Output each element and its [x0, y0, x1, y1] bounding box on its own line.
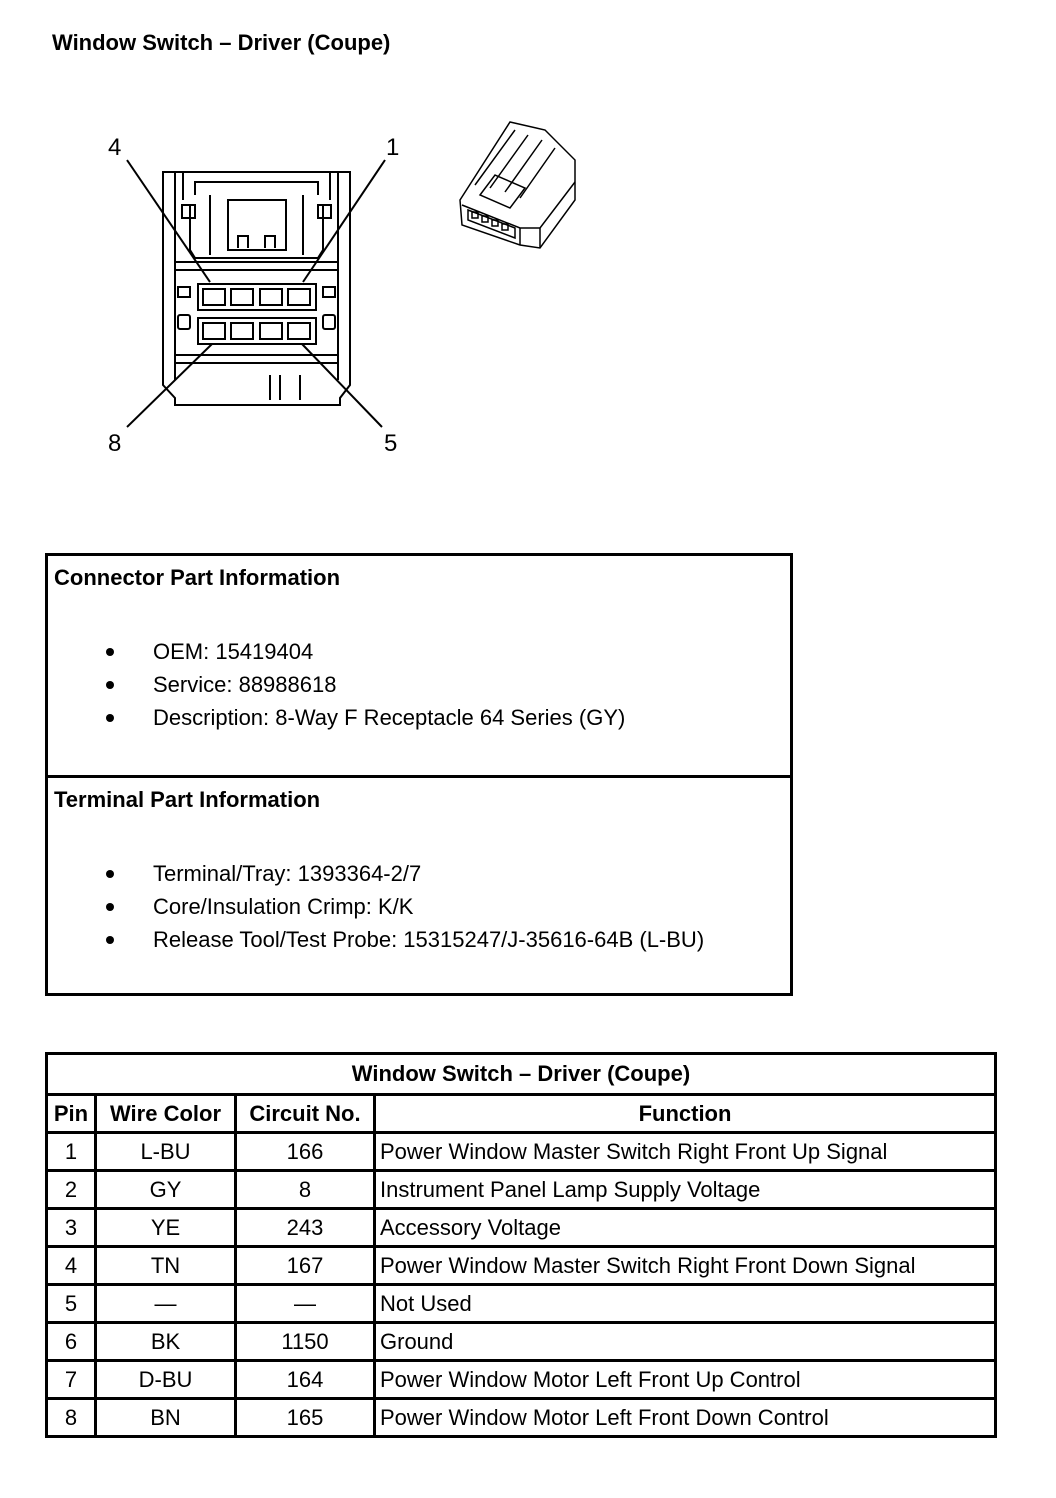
header-pin: Pin [47, 1095, 96, 1133]
terminal-info-heading: Terminal Part Information [54, 787, 321, 812]
cell-wire-color: D-BU [96, 1361, 236, 1399]
list-item [48, 857, 704, 890]
terminal-crimp: Core/Insulation Crimp: K/K [153, 894, 414, 919]
pin-table-caption: Window Switch – Driver (Coupe) [47, 1054, 996, 1095]
connector-info-heading: Connector Part Information [54, 565, 341, 590]
pin-cavities-top-row [203, 289, 310, 305]
cell-function: Instrument Panel Lamp Supply Voltage [375, 1171, 996, 1209]
cell-circuit: 243 [236, 1209, 375, 1247]
cell-circuit: — [236, 1285, 375, 1323]
cell-pin: 3 [47, 1209, 96, 1247]
connector-diagram [0, 0, 1056, 520]
header-function: Function [375, 1095, 996, 1133]
list-item [48, 701, 625, 734]
cell-circuit: 1150 [236, 1323, 375, 1361]
cell-function: Power Window Motor Left Front Up Control [375, 1361, 996, 1399]
cell-pin: 2 [47, 1171, 96, 1209]
cell-function: Ground [375, 1323, 996, 1361]
connector-part-information [48, 556, 790, 778]
callout-label-pin-5: 5 [384, 430, 398, 457]
connector-isometric-view [460, 122, 575, 248]
cell-wire-color: BN [96, 1399, 236, 1437]
bullet-icon [106, 870, 114, 878]
list-item [48, 923, 704, 956]
callout-label-pin-8: 8 [108, 430, 122, 457]
pin-table [45, 1052, 997, 1438]
cell-pin: 4 [47, 1247, 96, 1285]
bullet-icon [106, 648, 114, 656]
terminal-release-tool: Release Tool/Test Probe: 15315247/J-35616-64B (L-BU) [153, 927, 705, 952]
cell-wire-color: L-BU [96, 1133, 236, 1171]
cell-wire-color: YE [96, 1209, 236, 1247]
header-circuit: Circuit No. [236, 1095, 375, 1133]
bullet-icon [106, 681, 114, 689]
cell-wire-color: — [96, 1285, 236, 1323]
pin-cavities-bottom-row [203, 323, 310, 339]
cell-wire-color: BK [96, 1323, 236, 1361]
connector-service: Service: 88988618 [153, 672, 337, 697]
bullet-icon [106, 936, 114, 944]
page-title: Window Switch – Driver (Coupe) [52, 30, 391, 55]
cell-function: Power Window Master Switch Right Front Down Signal [375, 1247, 996, 1285]
table-row [47, 1323, 996, 1361]
bullet-icon [106, 903, 114, 911]
cell-pin: 6 [47, 1323, 96, 1361]
cell-function: Power Window Master Switch Right Front Up Signal [375, 1133, 996, 1171]
header-wire-color: Wire Color [96, 1095, 236, 1133]
bullet-icon [106, 714, 114, 722]
callout-line-pin-4 [127, 160, 210, 282]
connector-description: Description: 8-Way F Receptacle 64 Series (GY) [153, 705, 626, 730]
table-row [47, 1399, 996, 1437]
cell-circuit: 167 [236, 1247, 375, 1285]
cell-circuit: 166 [236, 1133, 375, 1171]
cell-pin: 1 [47, 1133, 96, 1171]
list-item [48, 635, 625, 668]
cell-function: Accessory Voltage [375, 1209, 996, 1247]
connector-housing-outline [163, 172, 350, 405]
cell-function: Not Used [375, 1285, 996, 1323]
table-row [47, 1361, 996, 1399]
table-row [47, 1133, 996, 1171]
callout-label-pin-1: 1 [386, 134, 400, 161]
list-item [48, 890, 704, 923]
connector-oem: OEM: 15419404 [153, 639, 314, 664]
cell-pin: 7 [47, 1361, 96, 1399]
cell-wire-color: GY [96, 1171, 236, 1209]
cell-pin: 8 [47, 1399, 96, 1437]
callout-line-pin-5 [302, 344, 382, 427]
pin-table-header-row [47, 1095, 996, 1133]
cell-circuit: 8 [236, 1171, 375, 1209]
table-row [47, 1247, 996, 1285]
table-row [47, 1285, 996, 1323]
list-item [48, 668, 625, 701]
callout-line-pin-1 [303, 160, 385, 282]
cell-wire-color: TN [96, 1247, 236, 1285]
callout-line-pin-8 [127, 344, 212, 427]
cell-pin: 5 [47, 1285, 96, 1323]
cell-function: Power Window Motor Left Front Down Control [375, 1399, 996, 1437]
table-row [47, 1209, 996, 1247]
cell-circuit: 165 [236, 1399, 375, 1437]
cell-circuit: 164 [236, 1361, 375, 1399]
callout-label-pin-4: 4 [108, 134, 122, 161]
table-row [47, 1171, 996, 1209]
terminal-part-information [48, 778, 790, 993]
terminal-tray: Terminal/Tray: 1393364-2/7 [153, 861, 422, 886]
part-information-box [45, 553, 793, 996]
